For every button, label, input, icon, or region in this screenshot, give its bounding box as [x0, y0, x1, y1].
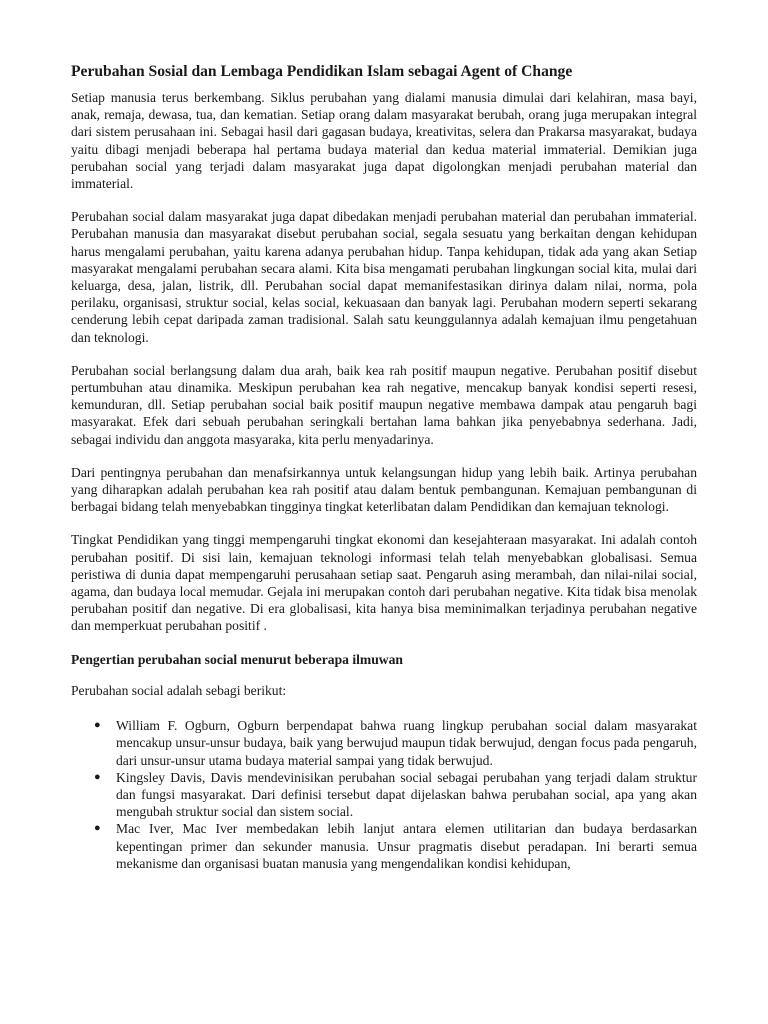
document-title: Perubahan Sosial dan Lembaga Pendidikan Islam sebagai Agent of Change [71, 63, 573, 80]
section-intro: Perubahan social adalah sebagi berikut: [71, 682, 287, 698]
definition-list [71, 717, 697, 872]
paragraph: Perubahan social dalam masyarakat juga dapat dibedakan menjadi perubahan material dan perubahan immaterial. Perubahan manusia dan masyarakat disebut perubahan social, segala sesuatu yang berkaitan dengan kehidupan harus mengalami perubahan, yaitu karena adanya perubahan hidup. Tanpa kehidupan, tidak ada yang akan Setiap masyarakat mengalami perubahan secara alami. Kita bisa mengamati perubahan lingkungan social kita, mulai dari keluarga, desa, jalan, listrik, dll. Perubahan social dapat memanifestasikan dirinya dalam nilai, norma, pola perilaku, organisasi, struktur social, kelas social, kekuasaan dan banyak lagi. Perubahan modern seperti sekarang cenderung lebih cepat daripada zaman tradisional. Salah satu keunggulannya adalah kemajuan ilmu pengetahuan dan teknologi. [71, 209, 697, 345]
bullet-icon: ● [94, 822, 101, 835]
paragraph: Tingkat Pendidikan yang tinggi mempengaruhi tingkat ekonomi dan kesejahteraan masyarakat. Ini adalah contoh perubahan positif. Di sisi lain, kemajuan teknologi informasi telah telah menyebabkan globalisasi. Semua peristiwa di dunia dapat mempengaruhi perusahaan setiap saat. Pengaruh asing merambah, dan nilai-nilai social, agama, dan budaya local memudar. Gejala ini merupakan contoh dari perubahan negative. Kita tidak bisa menolak perubahan positif dan negative. Di era globalisasi, kita hanya bisa meminimalkan terjadinya perubahan negative dan memperkuat perubahan positif . [71, 532, 697, 634]
list-item [94, 717, 697, 769]
paragraph: Perubahan social berlangsung dalam dua arah, baik kea rah positif maupun negative. Perubahan positif disebut pertumbuhan atau dinamika. Meskipun perubahan kea rah negative, mencakup banyak kondisi seperti resesi, kemunduran, dll. Setiap perubahan social baik positif maupun negative membawa dampak atau pengaruh bagi masyarakat. Efek dari sebuah perubahan seringkali bertahan lama bahkan jika penyebabnya sederhana. Jadi, sebagai individu dan anggota masyaraka, kita perlu menyadarinya. [71, 362, 697, 447]
bullet-icon: ● [94, 770, 101, 783]
list-item [94, 769, 697, 821]
list-item-text: Mac Iver, Mac Iver membedakan lebih lanjut antara elemen utilitarian dan budaya berdasarkan kepentingan primer dan sekunder manusia. Unsur pragmatis disebut peradapan. Ini berarti semua mekanisme dan organisasi buatan manusia yang mengendalikan kondisi kehidupan, [116, 821, 697, 871]
paragraph: Setiap manusia terus berkembang. Siklus perubahan yang dialami manusia dimulai dari kelahiran, masa bayi, anak, remaja, dewasa, tua, dan kematian. Setiap orang dalam masyarakat berubah, orang juga merupakan integral dari sistem perusahaan ini. Sebagai hasil dari gagasan budaya, kreativitas, selera dan Prakarsa masyarakat, budaya yaitu dibagi menjadi beberapa hal pertama budaya material dan kedua material immaterial. Demikian juga perubahan social yang terjadi dalam masyarakat juga dapat digolongkan menjadi perubahan material dan immaterial. [71, 90, 697, 192]
list-item-text: Kingsley Davis, Davis mendevinisikan perubahan social sebagai perubahan yang terjadi dalam struktur dan fungsi masyarakat. Dari definisi tersebut dapat dijelaskan bahwa perubahan social, apa yang akan mengubah struktur social dan sistem social. [116, 769, 697, 820]
list-item [94, 820, 697, 872]
section-heading: Pengertian perubahan social menurut beberapa ilmuwan [71, 651, 403, 667]
bullet-icon: ● [94, 719, 101, 732]
paragraph: Dari pentingnya perubahan dan menafsirkannya untuk kelangsungan hidup yang lebih baik. Artinya perubahan yang diharapkan adalah perubahan kea rah positif atau dalam bentuk pembangunan. Kemajuan pembangunan di berbagai bidang telah menyebabkan tingginya tingkat keterlibatan dalam Pendidikan dan kemajuan teknologi. [71, 464, 697, 515]
list-item-text: William F. Ogburn, Ogburn berpendapat bahwa ruang lingkup perubahan social dalam masyarakat mencakup unsur-unsur budaya, baik yang berwujud maupun tidak berwujud, dengan focus pada pengaruh, dari unsur-unsur utama budaya material sampai yang tidak berwujud. [116, 718, 697, 768]
